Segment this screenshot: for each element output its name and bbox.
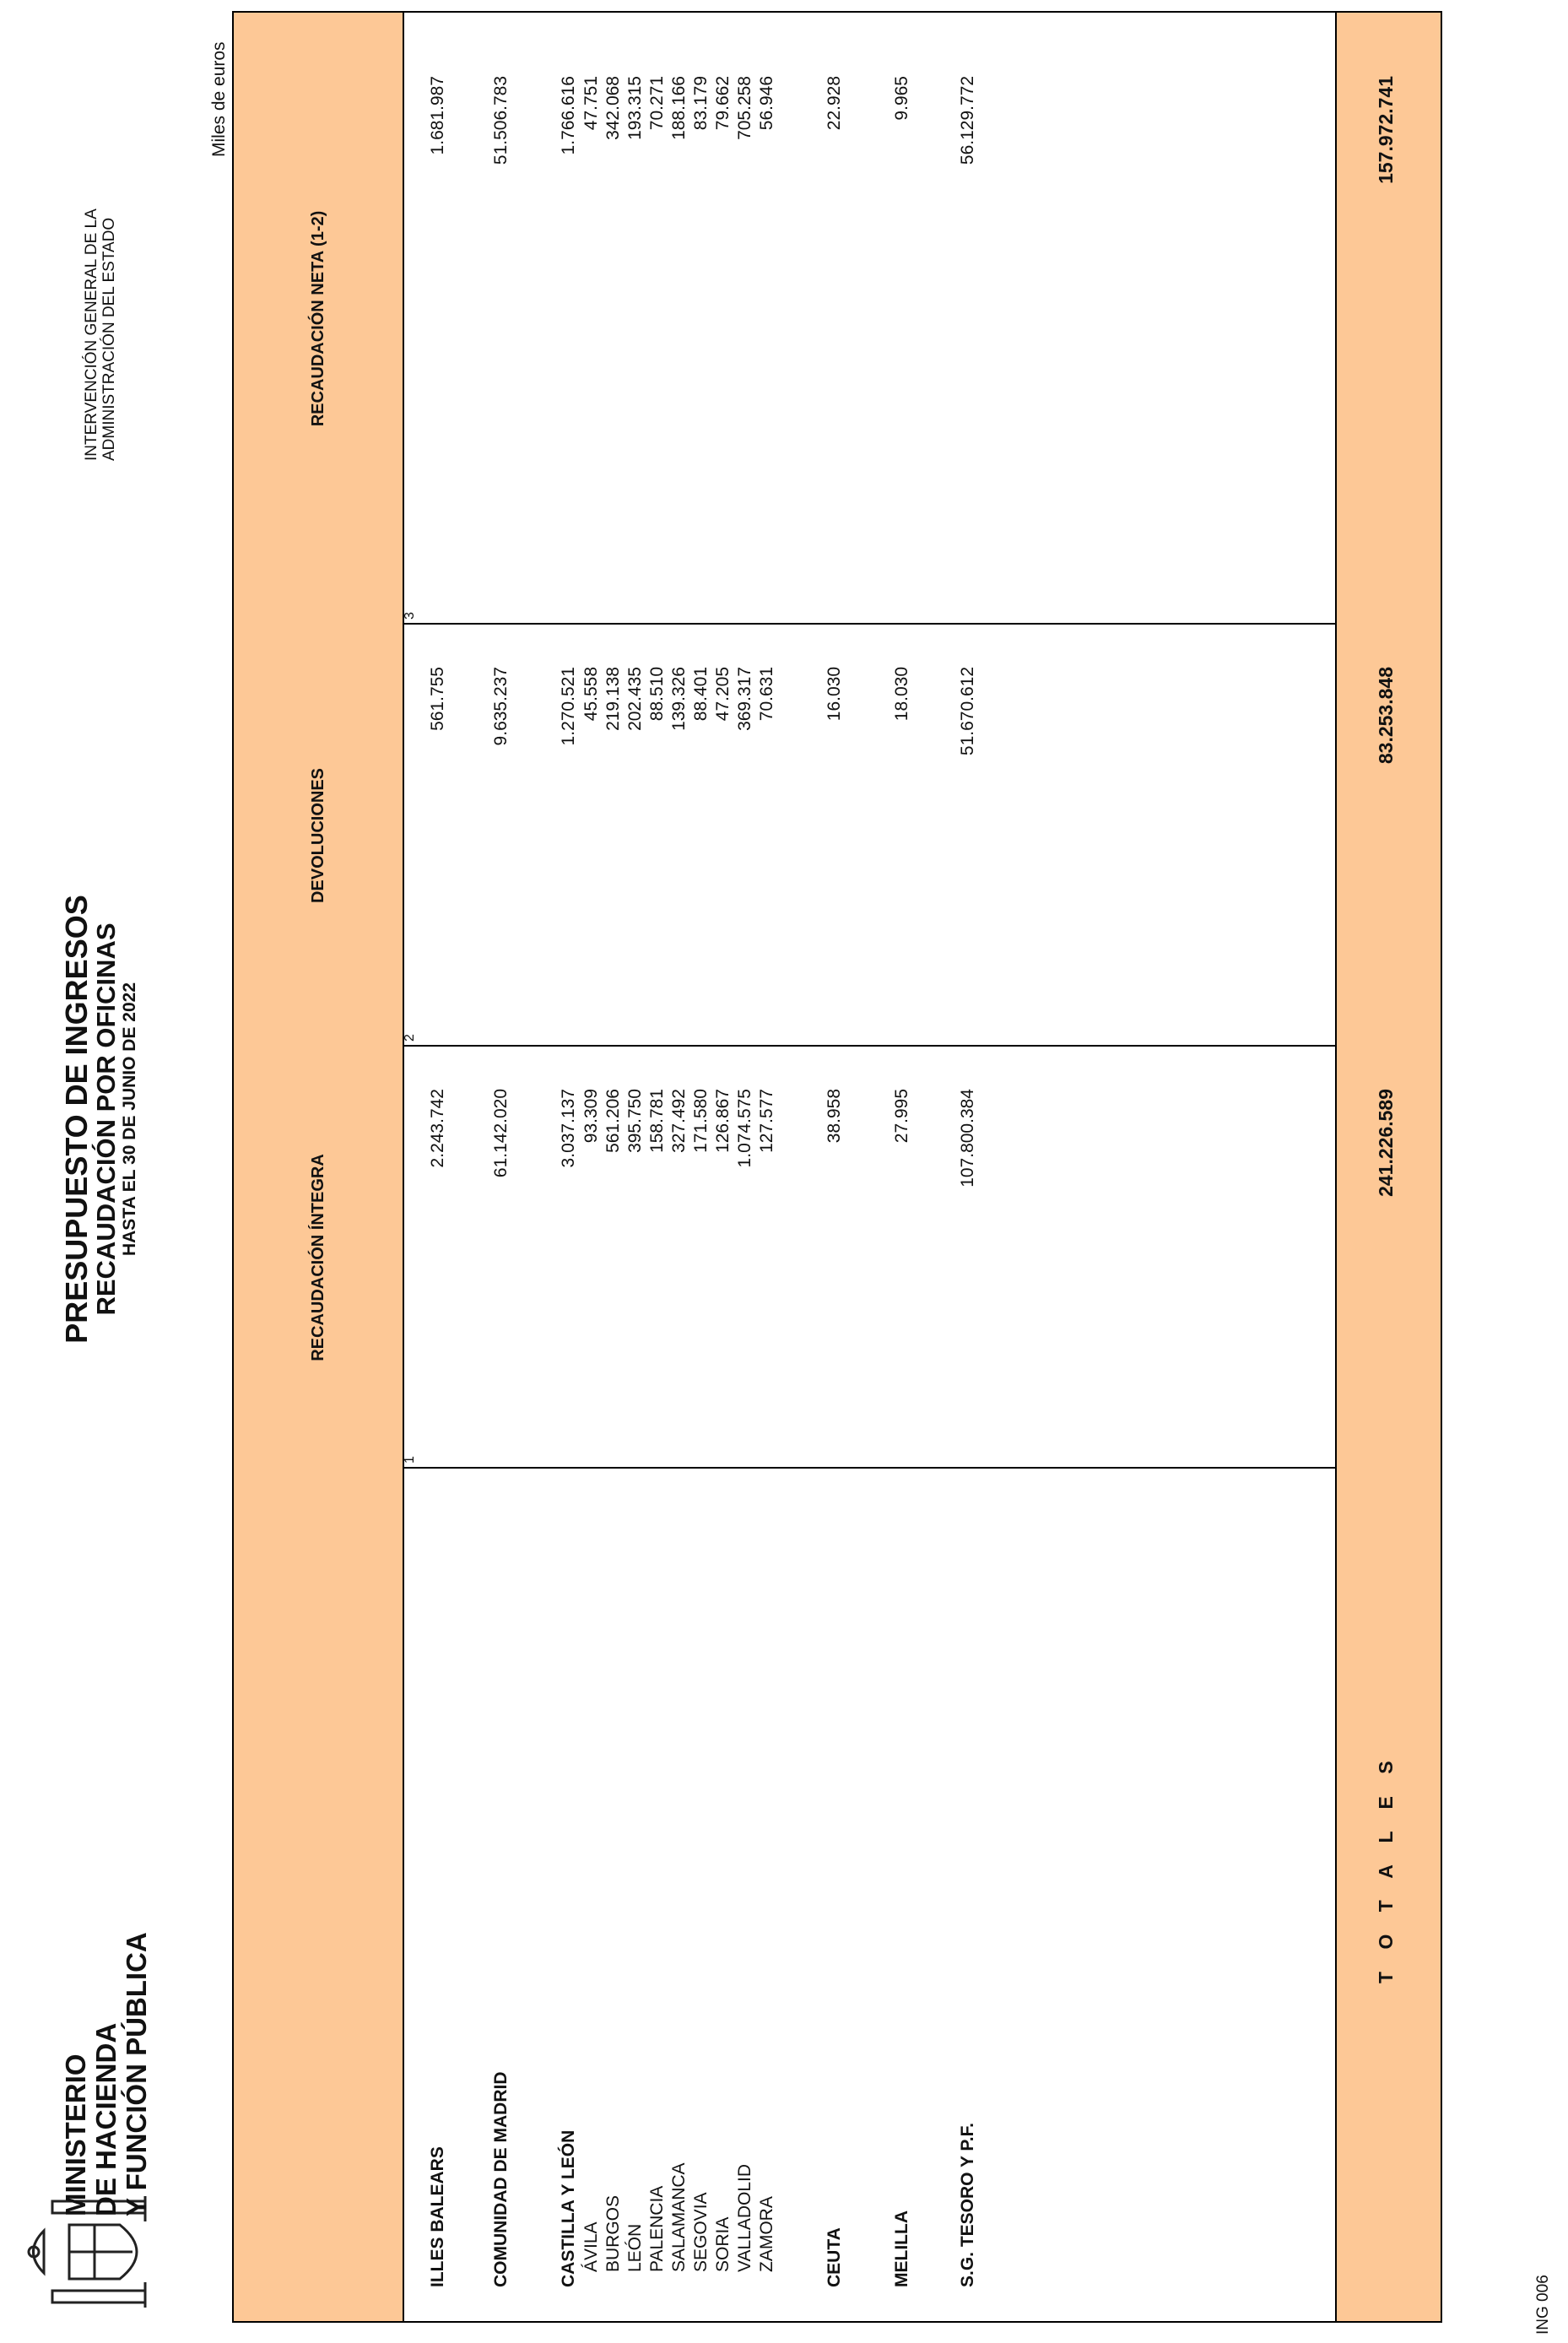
column-number-2: 2 bbox=[403, 1034, 417, 1042]
cell-devoluciones: 202.435 bbox=[625, 667, 645, 731]
agency-line-1: INTERVENCIÓN GENERAL DE LA bbox=[83, 208, 100, 461]
totals-label: T O T A L E S bbox=[1375, 1752, 1397, 1983]
cell-devoluciones: 51.670.612 bbox=[958, 667, 977, 756]
total-neta: 157.972.741 bbox=[1375, 76, 1397, 184]
page-subtitle: RECAUDACIÓN POR OFICINAS bbox=[91, 923, 121, 1316]
cell-devoluciones: 70.631 bbox=[757, 667, 776, 722]
cell-integra: 127.577 bbox=[757, 1089, 776, 1153]
cell-integra: 327.492 bbox=[669, 1089, 689, 1153]
cell-neta: 1.766.616 bbox=[559, 76, 578, 155]
cell-devoluciones: 1.270.521 bbox=[559, 667, 578, 746]
cell-devoluciones: 9.635.237 bbox=[491, 667, 511, 746]
cell-integra: 2.243.742 bbox=[428, 1089, 447, 1168]
cell-integra: 107.800.384 bbox=[958, 1089, 977, 1188]
cell-devoluciones: 561.755 bbox=[428, 667, 447, 731]
total-devoluciones: 83.253.848 bbox=[1375, 667, 1397, 765]
row-label: ZAMORA bbox=[757, 2196, 776, 2272]
agency-name bbox=[83, 208, 118, 461]
cell-devoluciones: 139.326 bbox=[669, 667, 689, 731]
cell-neta: 1.681.987 bbox=[428, 76, 447, 155]
agency-line-2: ADMINISTRACIÓN DEL ESTADO bbox=[100, 217, 118, 461]
form-code: ING 006 bbox=[1534, 2275, 1552, 2335]
column-header-integra: RECAUDACIÓN ÍNTEGRA bbox=[234, 1047, 403, 1469]
row-label: VALLADOLID bbox=[735, 2164, 754, 2272]
ministry-line-1: MINISTERIO bbox=[60, 2054, 91, 2216]
total-integra: 241.226.589 bbox=[1375, 1089, 1397, 1197]
cell-devoluciones: 88.510 bbox=[647, 667, 667, 722]
period-date: HASTA EL 30 DE JUNIO DE 2022 bbox=[120, 982, 139, 1257]
title-block bbox=[61, 824, 140, 1415]
page-title: PRESUPUESTO DE INGRESOS bbox=[59, 895, 94, 1344]
cell-integra: 561.206 bbox=[603, 1089, 623, 1153]
cell-integra: 3.037.137 bbox=[559, 1089, 578, 1168]
revenue-table bbox=[232, 11, 1442, 2323]
cell-devoluciones: 47.205 bbox=[713, 667, 733, 722]
cell-neta: 188.166 bbox=[669, 76, 689, 140]
cell-devoluciones: 369.317 bbox=[735, 667, 754, 731]
row-label: MELILLA bbox=[892, 2210, 911, 2287]
cell-neta: 79.662 bbox=[713, 76, 733, 131]
ministry-line-3: Y FUNCIÓN PÚBLICA bbox=[121, 1932, 152, 2216]
cell-integra: 395.750 bbox=[625, 1089, 645, 1153]
cell-neta: 193.315 bbox=[625, 76, 645, 140]
ministry-name bbox=[61, 1932, 152, 2216]
cell-integra: 171.580 bbox=[691, 1089, 711, 1153]
cell-integra: 61.142.020 bbox=[491, 1089, 511, 1178]
cell-integra: 158.781 bbox=[647, 1089, 667, 1153]
cell-devoluciones: 45.558 bbox=[581, 667, 601, 722]
ministry-line-2: DE HACIENDA bbox=[90, 2022, 122, 2216]
cell-devoluciones: 18.030 bbox=[892, 667, 911, 722]
cell-devoluciones: 219.138 bbox=[603, 667, 623, 731]
row-label: S.G. TESORO Y P.F. bbox=[958, 2123, 977, 2287]
row-label: ILLES BALEARS bbox=[428, 2146, 447, 2287]
cell-neta: 56.946 bbox=[757, 76, 776, 131]
row-label: CASTILLA Y LEÓN bbox=[559, 2129, 578, 2287]
cell-integra: 126.867 bbox=[713, 1089, 733, 1153]
row-label: COMUNIDAD DE MADRID bbox=[491, 2071, 511, 2287]
cell-neta: 70.271 bbox=[647, 76, 667, 131]
column-divider-1 bbox=[234, 1467, 1441, 1469]
row-label: LEÓN bbox=[625, 2223, 645, 2272]
cell-integra: 27.995 bbox=[892, 1089, 911, 1144]
totals-divider bbox=[1335, 13, 1337, 2321]
row-label: PALENCIA bbox=[647, 2185, 667, 2272]
row-label: ÁVILA bbox=[581, 2221, 601, 2272]
column-number-3: 3 bbox=[403, 612, 417, 620]
cell-neta: 22.928 bbox=[825, 76, 844, 131]
cell-integra: 1.074.575 bbox=[735, 1089, 754, 1168]
column-number-1: 1 bbox=[403, 1456, 417, 1464]
cell-neta: 83.179 bbox=[691, 76, 711, 131]
cell-neta: 705.258 bbox=[735, 76, 754, 140]
header-divider bbox=[403, 13, 404, 2321]
column-divider-2 bbox=[234, 1045, 1441, 1047]
row-label: CEUTA bbox=[825, 2227, 844, 2287]
cell-neta: 56.129.772 bbox=[958, 76, 977, 165]
cell-neta: 47.751 bbox=[581, 76, 601, 131]
cell-integra: 93.309 bbox=[581, 1089, 601, 1144]
row-label: SEGOVIA bbox=[691, 2192, 711, 2272]
column-header-devoluciones: DEVOLUCIONES bbox=[234, 625, 403, 1047]
cell-devoluciones: 16.030 bbox=[825, 667, 844, 722]
cell-integra: 38.958 bbox=[825, 1089, 844, 1144]
row-label: SORIA bbox=[713, 2216, 733, 2272]
cell-neta: 342.068 bbox=[603, 76, 623, 140]
units-label: Miles de euros bbox=[209, 41, 229, 157]
row-label: SALAMANCA bbox=[669, 2162, 689, 2272]
column-header-neta: RECAUDACIÓN NETA (1-2) bbox=[234, 13, 403, 625]
cell-devoluciones: 88.401 bbox=[691, 667, 711, 722]
column-divider-3 bbox=[234, 623, 1441, 625]
cell-neta: 9.965 bbox=[892, 76, 911, 121]
row-label: BURGOS bbox=[603, 2194, 623, 2272]
cell-neta: 51.506.783 bbox=[491, 76, 511, 165]
